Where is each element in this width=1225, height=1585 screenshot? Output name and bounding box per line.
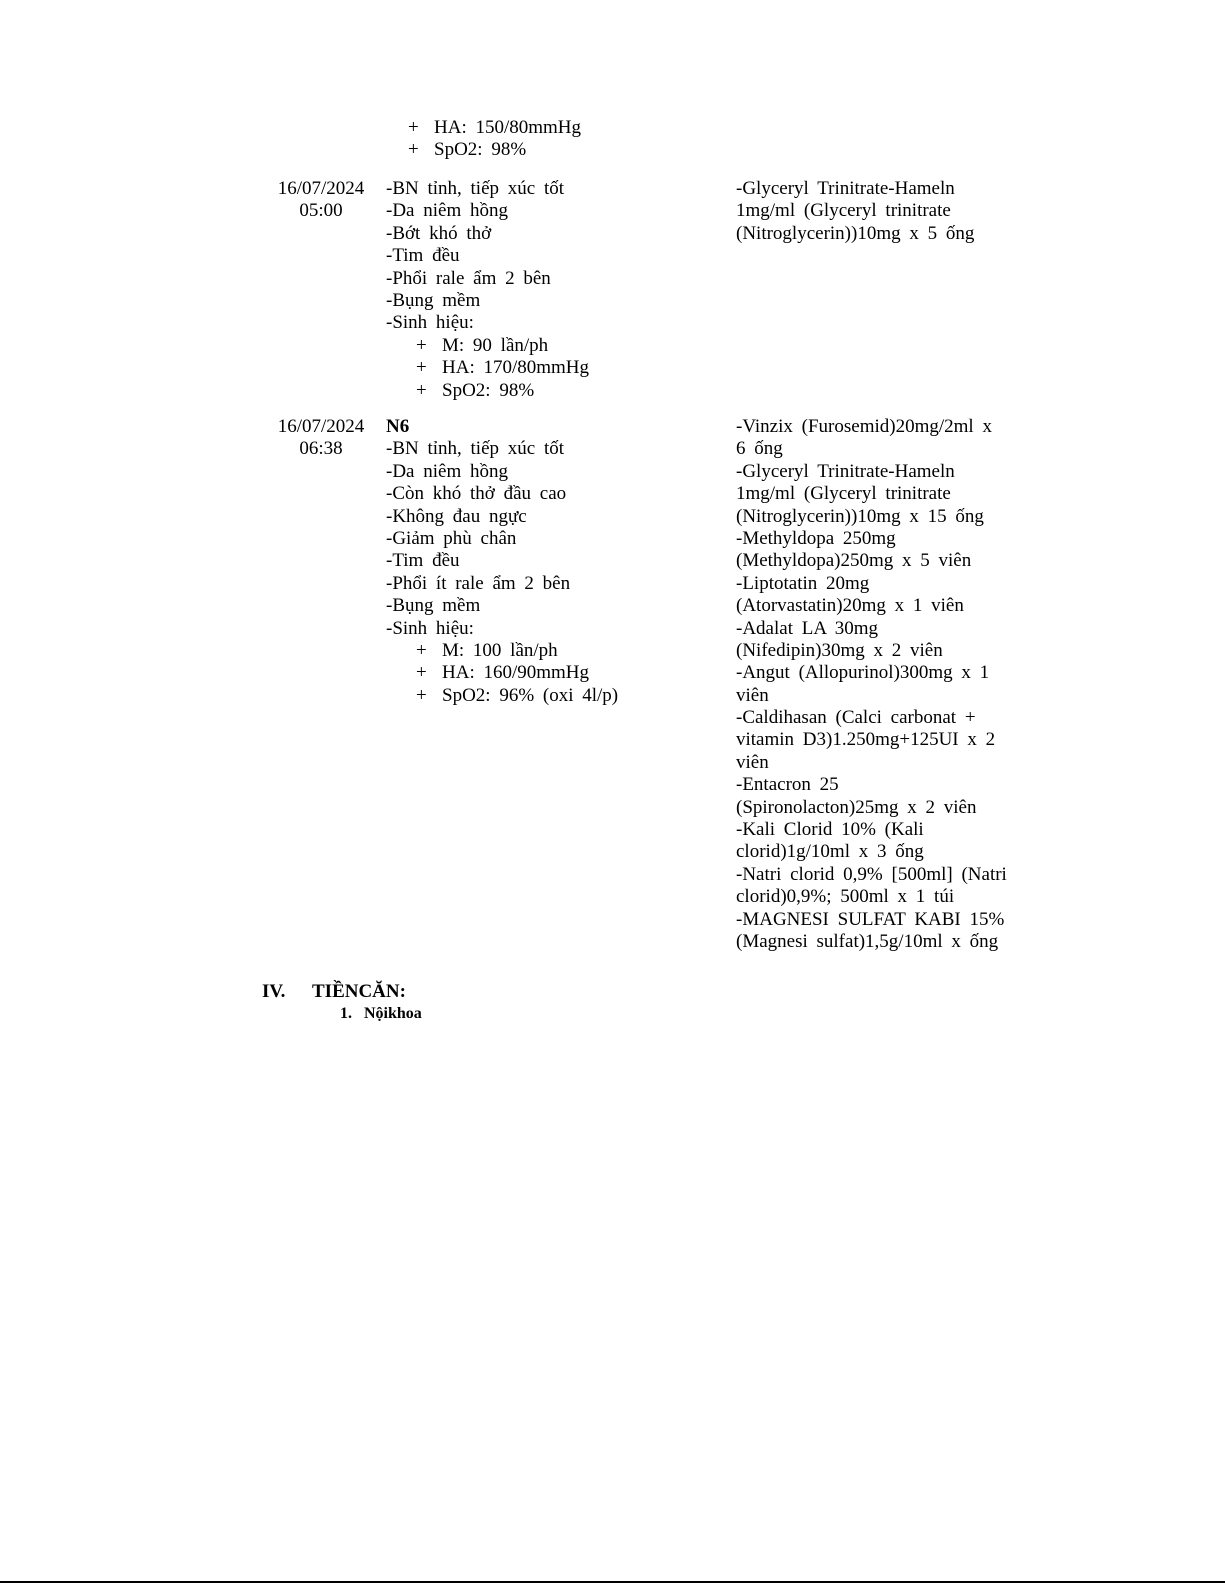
note-line: -Tim đều — [386, 245, 460, 267]
note-line: -Da niêm hồng — [386, 460, 508, 482]
note-line: -Phổi rale ẩm 2 bên — [386, 267, 551, 289]
note-line: -Không đau ngực — [386, 505, 527, 527]
entry-date: 16/07/2024 — [277, 178, 365, 199]
med-line: (Atorvastatin)20mg x 1 viên — [736, 595, 964, 617]
med-line: viên — [736, 751, 769, 773]
plus-symbol: + — [416, 357, 427, 379]
med-line: viên — [736, 684, 769, 706]
med-line: (Nifedipin)30mg x 2 viên — [736, 639, 943, 661]
entry-medications — [736, 178, 1036, 245]
plus-symbol: + — [408, 139, 419, 161]
med-line: clorid)0,9%; 500ml x 1 túi — [736, 886, 955, 908]
vital-text: M: 90 lần/ph — [442, 334, 549, 356]
vital-text: SpO2: 98% — [434, 139, 527, 161]
vital-text: SpO2: 98% — [442, 379, 535, 401]
med-line: -Adalat LA 30mg — [736, 617, 879, 639]
med-line: -MAGNESI SULFAT KABI 15% — [736, 908, 1005, 930]
vital-text: HA: 170/80mmHg — [442, 357, 590, 379]
med-line: (Nitroglycerin))10mg x 15 ống — [736, 505, 984, 527]
vital-text: HA: 160/90mmHg — [442, 662, 590, 684]
note-line: -Da niêm hồng — [386, 200, 508, 222]
plus-symbol: + — [416, 379, 427, 401]
note-line: -Phổi ít rale ẩm 2 bên — [386, 572, 571, 594]
plus-symbol: + — [408, 117, 419, 138]
vital-line — [386, 662, 726, 684]
note-line: -BN tỉnh, tiếp xúc tốt — [386, 438, 565, 460]
vital-line — [386, 380, 726, 402]
med-line: 6 ống — [736, 438, 783, 460]
med-line: -Liptotatin 20mg — [736, 572, 870, 594]
page-bottom-border — [0, 1581, 1225, 1583]
entry-time: 06:38 — [299, 438, 343, 460]
note-line: -Bụng mềm — [386, 595, 481, 617]
subsection-number: 1. — [340, 1005, 352, 1022]
entry-datetime — [266, 178, 376, 223]
entry-notes — [386, 416, 726, 707]
med-line: (Nitroglycerin))10mg x 5 ống — [736, 222, 975, 244]
entry-datetime — [266, 416, 376, 461]
note-line: -Sinh hiệu: — [386, 617, 474, 639]
vital-line — [386, 335, 726, 357]
vital-text: HA: 150/80mmHg — [434, 117, 582, 138]
med-line: -Natri clorid 0,9% [500ml] (Natri — [736, 863, 1007, 885]
subsection-heading — [340, 1003, 422, 1025]
note-line: -Sinh hiệu: — [386, 312, 474, 334]
med-line: -Glyceryl Trinitrate-Hameln — [736, 178, 955, 199]
med-line: (Spironolacton)25mg x 2 viên — [736, 796, 977, 818]
vital-line — [386, 640, 726, 662]
med-line: vitamin D3)1.250mg+125UI x 2 — [736, 729, 996, 751]
vital-line — [378, 117, 708, 139]
entry-heading: N6 — [386, 416, 410, 437]
continued-vitals — [378, 117, 708, 162]
plus-symbol: + — [416, 639, 427, 661]
note-line: -BN tỉnh, tiếp xúc tốt — [386, 178, 565, 199]
vital-line — [386, 357, 726, 379]
section-number: IV. — [262, 981, 286, 1002]
note-line: -Giảm phù chân — [386, 527, 517, 549]
vital-line — [378, 139, 708, 161]
vital-text: M: 100 lần/ph — [442, 639, 558, 661]
med-line: -Caldihasan (Calci carbonat + — [736, 707, 976, 729]
entry-notes — [386, 178, 726, 402]
med-line: clorid)1g/10ml x 3 ống — [736, 841, 924, 863]
med-line: -Glyceryl Trinitrate-Hameln — [736, 460, 955, 482]
med-line: 1mg/ml (Glyceryl trinitrate — [736, 200, 951, 222]
section-title: TIỀNCĂN: — [312, 981, 406, 1002]
note-line: -Còn khó thở đầu cao — [386, 483, 567, 505]
med-line: -Methyldopa 250mg — [736, 527, 896, 549]
med-line: -Angut (Allopurinol)300mg x 1 — [736, 662, 990, 684]
med-line: -Vinzix (Furosemid)20mg/2ml x — [736, 416, 992, 437]
entry-date: 16/07/2024 — [277, 416, 365, 437]
med-line: 1mg/ml (Glyceryl trinitrate — [736, 483, 951, 505]
section-heading — [262, 981, 406, 1003]
vital-line — [386, 685, 726, 707]
subsection-title: Nộikhoa — [364, 1005, 422, 1022]
entry-medications — [736, 416, 1036, 953]
note-line: -Bớt khó thở — [386, 222, 492, 244]
plus-symbol: + — [416, 662, 427, 684]
med-line: -Kali Clorid 10% (Kali — [736, 819, 924, 841]
med-line: -Entacron 25 — [736, 774, 839, 796]
vital-text: SpO2: 96% (oxi 4l/p) — [442, 684, 619, 706]
plus-symbol: + — [416, 684, 427, 706]
med-line: (Magnesi sulfat)1,5g/10ml x ống — [736, 930, 999, 952]
note-line: -Bụng mềm — [386, 289, 481, 311]
plus-symbol: + — [416, 334, 427, 356]
note-line: -Tim đều — [386, 550, 460, 572]
med-line: (Methyldopa)250mg x 5 viên — [736, 550, 972, 572]
entry-time: 05:00 — [299, 200, 343, 222]
